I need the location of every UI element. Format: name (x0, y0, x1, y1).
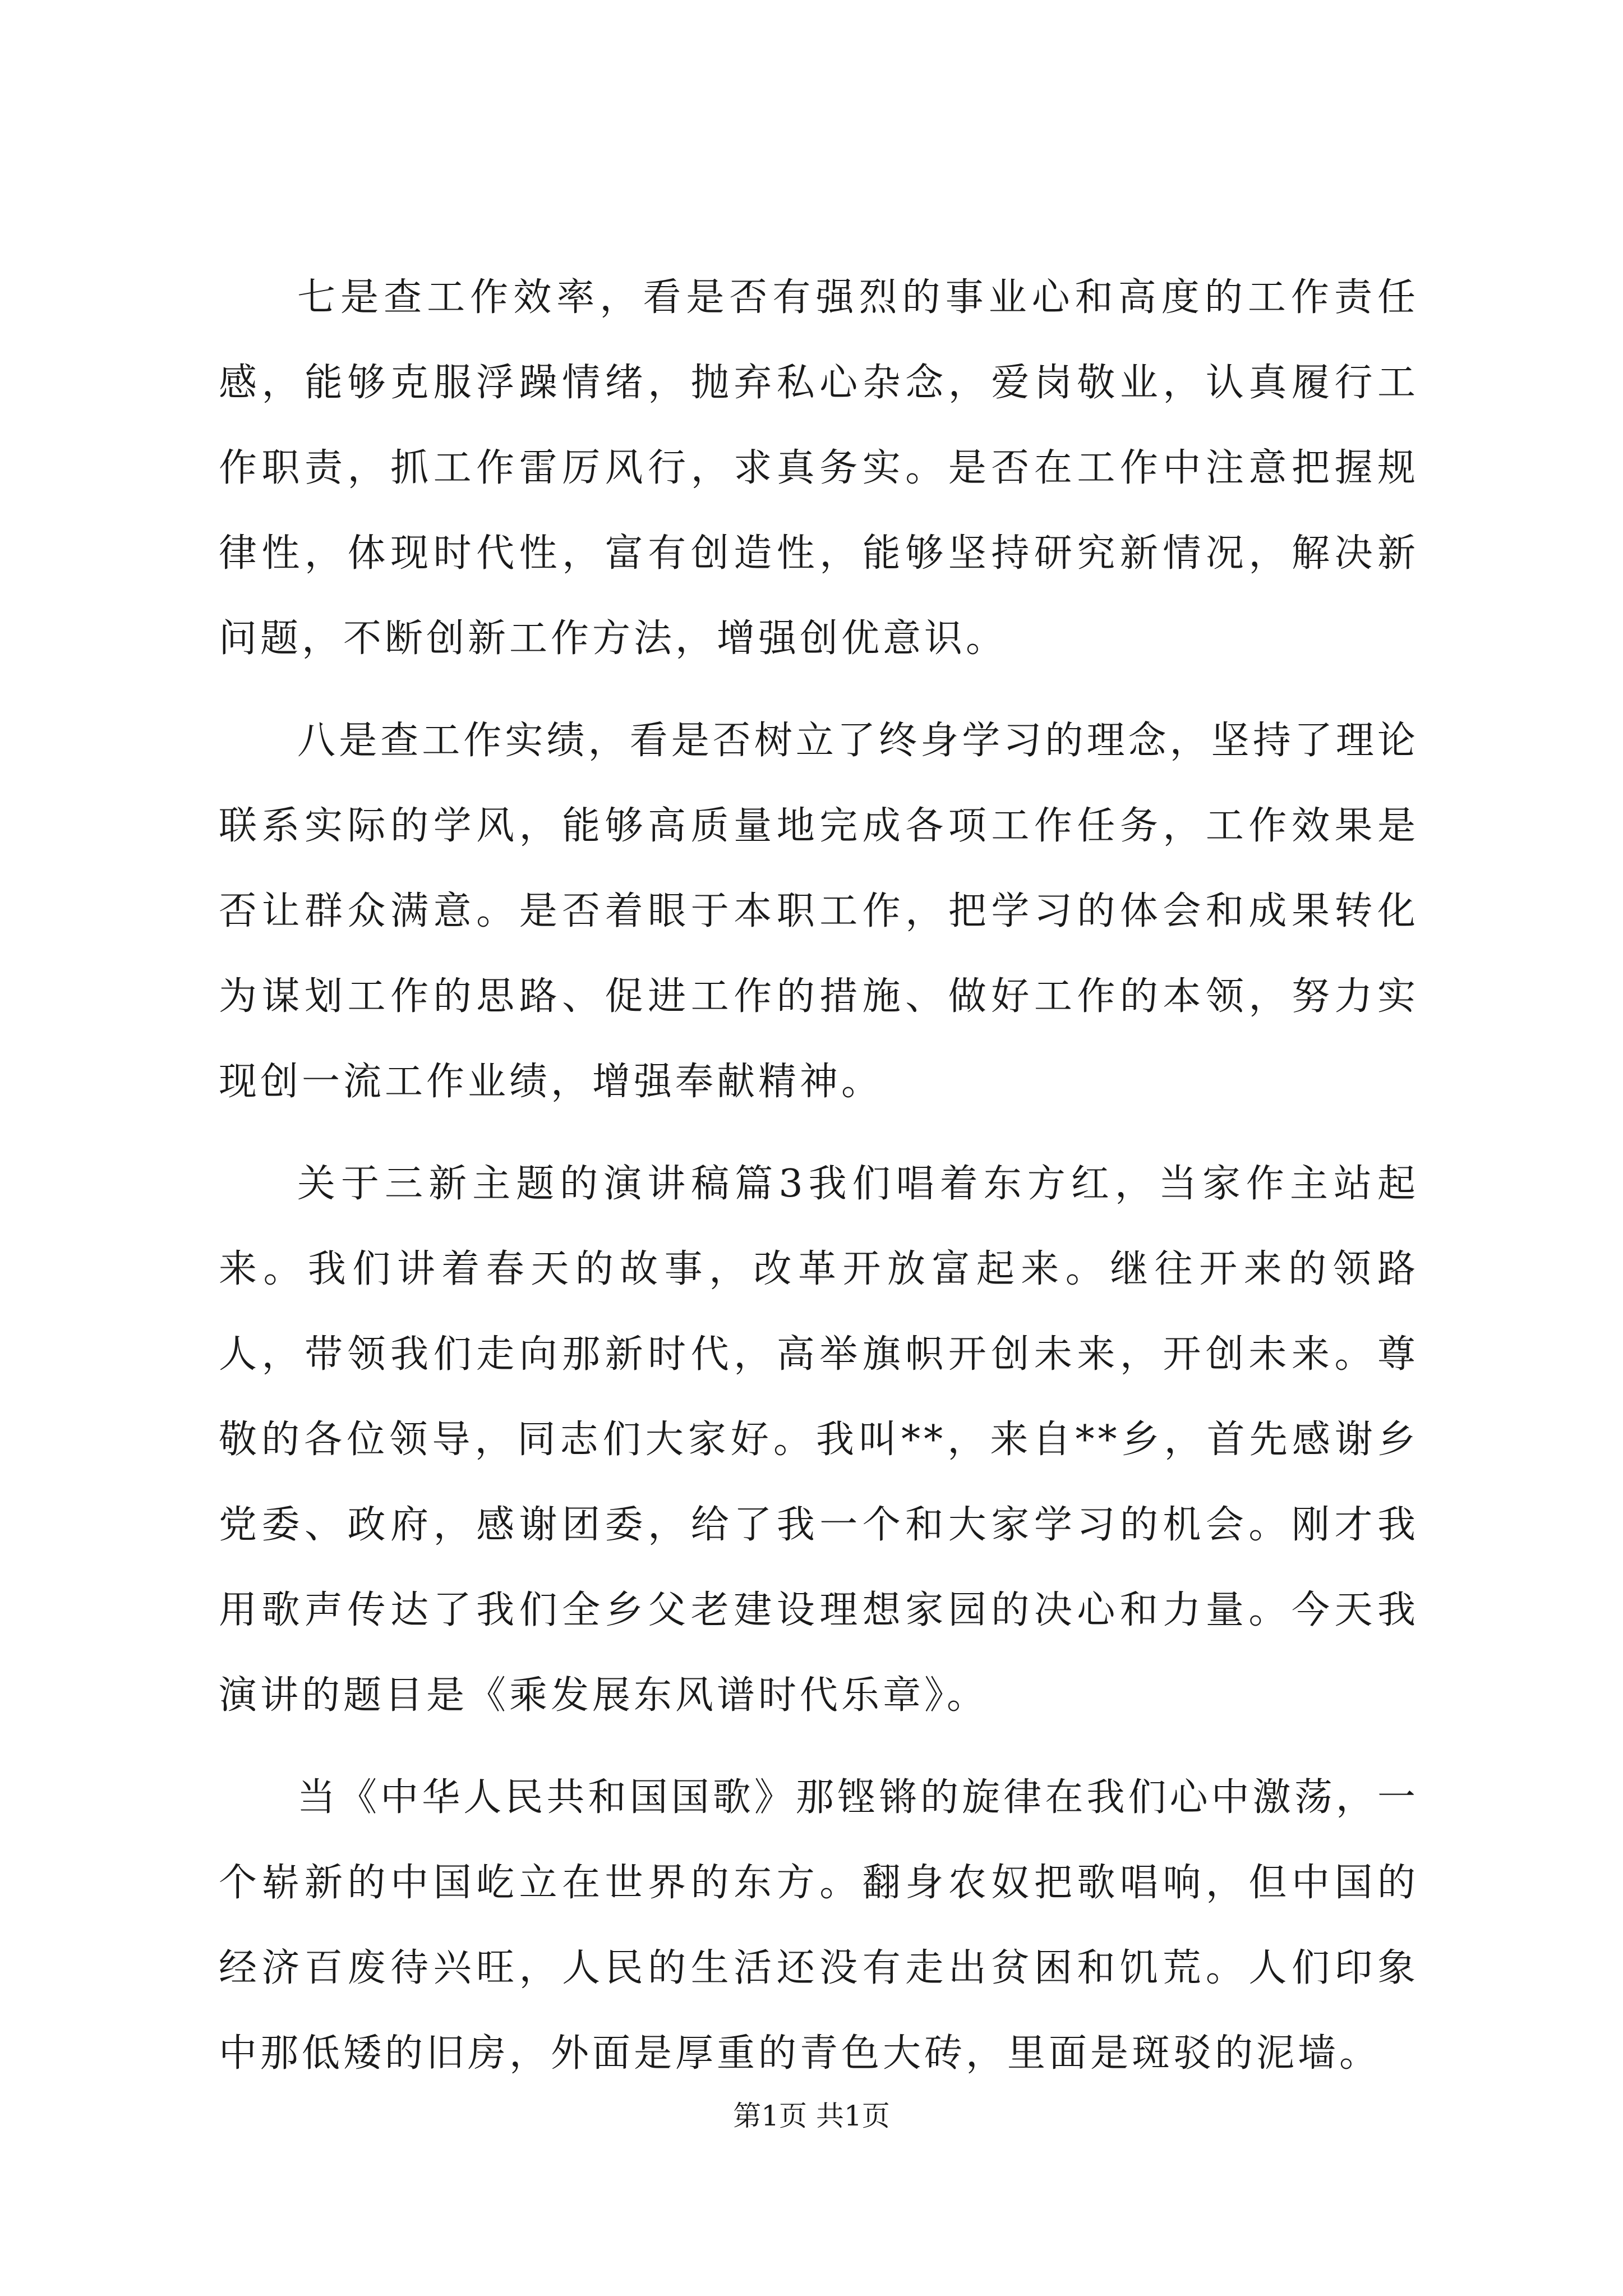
document-body (219, 255, 1419, 2113)
paragraph-1: 七是查工作效率，看是否有强烈的事业心和高度的工作责任感，能够克服浮躁情绪，抛弃私心杂念，爱岗敬业，认真履行工作职责，抓工作雷厉风行，求真务实。是否在工作中注意把握规律性，体现时代性，富有创造性，能够坚持研究新情况，解决新问题，不断创新工作方法，增强创优意识。 (219, 275, 1419, 661)
paragraph-4: 当《中华人民共和国国歌》那铿锵的旋律在我们心中激荡，一个崭新的中国屹立在世界的东方。翻身农奴把歌唱响，但中国的经济百废待兴旺，人民的生活还没有走出贫困和饥荒。人们印象中那低矮的旧房，外面是厚重的青色大砖，里面是斑驳的泥墙。 (219, 1775, 1419, 2076)
page-footer: 第1页 共1页 (733, 2100, 890, 2132)
paragraph-2: 八是查工作实绩，看是否树立了终身学习的理念，坚持了理论联系实际的学风，能够高质量地完成各项工作任务，工作效果是否让群众满意。是否着眼于本职工作，把学习的体会和成果转化为谋划工作的思路、促进工作的措施、做好工作的本领，努力实现创一流工作业绩，增强奉献精神。 (219, 719, 1419, 1104)
paragraph-3: 关于三新主题的演讲稿篇3我们唱着东方红，当家作主站起来。我们讲着春天的故事，改革开放富起来。继往开来的领路人，带领我们走向那新时代，高举旗帜开创未来，开创未来。尊敬的各位领导，同志们大家好。我叫**，来自**乡，首先感谢乡党委、政府，感谢团委，给了我一个和大家学习的机会。刚才我用歌声传达了我们全乡父老建设理想家园的决心和力量。今天我演讲的题目是《乘发展东风谱时代乐章》。 (219, 1162, 1419, 1718)
